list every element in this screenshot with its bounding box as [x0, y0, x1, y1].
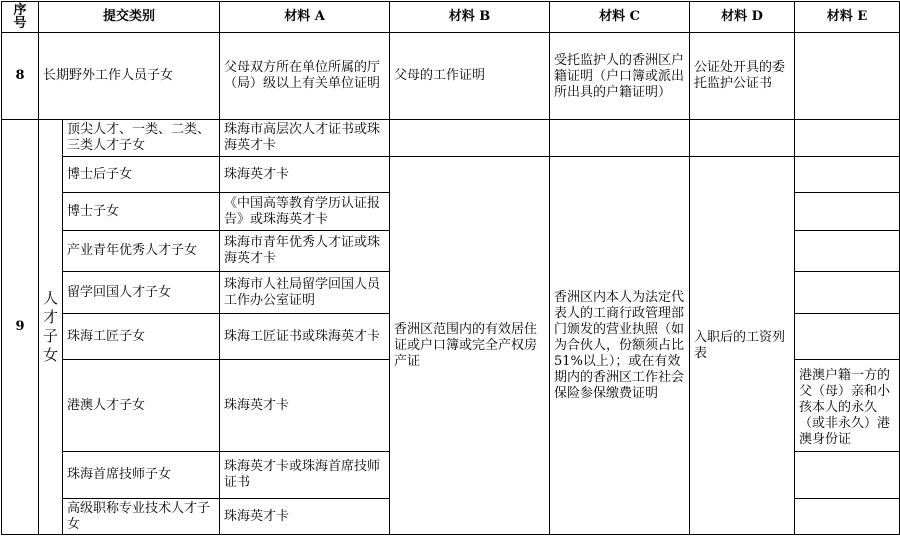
material-d-cell: 公证处开具的委托监护公证书 — [690, 33, 795, 120]
header-material-a: 材料 A — [220, 2, 390, 33]
materials-table — [1, 1, 900, 535]
material-a-cell: 珠海市高层次人才证书或珠海英才卡 — [220, 120, 390, 157]
material-a-cell: 父母双方所在单位所属的厅（局）级以上有关单位证明 — [220, 33, 390, 120]
header-seq-text: 序号 — [13, 3, 27, 31]
category-cell: 珠海工匠子女 — [63, 314, 220, 360]
material-e-empty-cell — [795, 157, 900, 193]
material-b-empty-cell — [390, 120, 550, 157]
group-label: 人才子女 — [42, 289, 58, 364]
material-e-cell: 港澳户籍一方的父（母）亲和小孩本人的永久（或非永久）港澳身份证 — [795, 360, 900, 452]
material-a-cell: 珠海英才卡 — [220, 157, 390, 193]
header-material-d: 材料 D — [690, 2, 795, 33]
category-cell: 珠海首席技师子女 — [63, 452, 220, 499]
category-cell: 留学回国人才子女 — [63, 272, 220, 314]
material-d-empty-cell — [690, 120, 795, 157]
material-c-cell: 香洲区内本人为法定代表人的工商行政管理部门颁发的营业执照（如为合伙人，份额须占比 51%以上）；或在有效期内的香洲区工作社会保险参保缴费证明 — [550, 157, 690, 535]
material-b-cell: 香洲区范围内的有效居住证或户口簿或完全产权房产证 — [390, 157, 550, 535]
material-a-cell: 珠海英才卡或珠海首席技师证书 — [220, 452, 390, 499]
category-cell: 顶尖人才、一类、二类、三类人才子女 — [63, 120, 220, 157]
material-a-cell: 《中国高等教育学历认证报告》或珠海英才卡 — [220, 193, 390, 231]
material-a-cell: 珠海工匠证书或珠海英才卡 — [220, 314, 390, 360]
material-a-cell: 珠海市青年优秀人才证或珠海英才卡 — [220, 231, 390, 272]
material-c-cell: 受托监护人的香洲区户籍证明（户口簿或派出所出具的户籍证明） — [550, 33, 690, 120]
material-a-cell: 珠海英才卡 — [220, 499, 390, 535]
category-cell: 长期野外工作人员子女 — [39, 33, 220, 120]
category-cell: 博士子女 — [63, 193, 220, 231]
material-c-empty-cell — [550, 120, 690, 157]
material-a-cell: 珠海市人社局留学回国人员工作办公室证明 — [220, 272, 390, 314]
category-cell: 博士后子女 — [63, 157, 220, 193]
material-e-empty-cell — [795, 231, 900, 272]
header-material-e: 材料 E — [795, 2, 900, 33]
material-d-cell: 入职后的工资列表 — [690, 157, 795, 535]
header-category: 提交类别 — [39, 2, 220, 33]
row-number: 9 — [2, 120, 39, 535]
header-material-c: 材料 C — [550, 2, 690, 33]
material-e-empty-cell — [795, 499, 900, 535]
table-row-8 — [2, 33, 900, 120]
header-material-b: 材料 B — [390, 2, 550, 33]
category-cell: 高级职称专业技术人才子女 — [63, 499, 220, 535]
material-b-cell: 父母的工作证明 — [390, 33, 550, 120]
material-e-empty-cell — [795, 272, 900, 314]
material-e-empty-cell — [795, 452, 900, 499]
material-e-empty-cell — [795, 193, 900, 231]
material-e-empty-cell — [795, 120, 900, 157]
group-cell — [39, 120, 63, 535]
material-e-cell — [795, 33, 900, 120]
table-row-9-1 — [2, 120, 900, 157]
row-number: 8 — [2, 33, 39, 120]
table-row-9-2 — [2, 157, 900, 193]
material-a-cell: 珠海英才卡 — [220, 360, 390, 452]
header-seq — [2, 2, 39, 33]
header-row — [2, 2, 900, 33]
category-cell: 产业青年优秀人才子女 — [63, 231, 220, 272]
material-e-empty-cell — [795, 314, 900, 360]
category-cell: 港澳人才子女 — [63, 360, 220, 452]
